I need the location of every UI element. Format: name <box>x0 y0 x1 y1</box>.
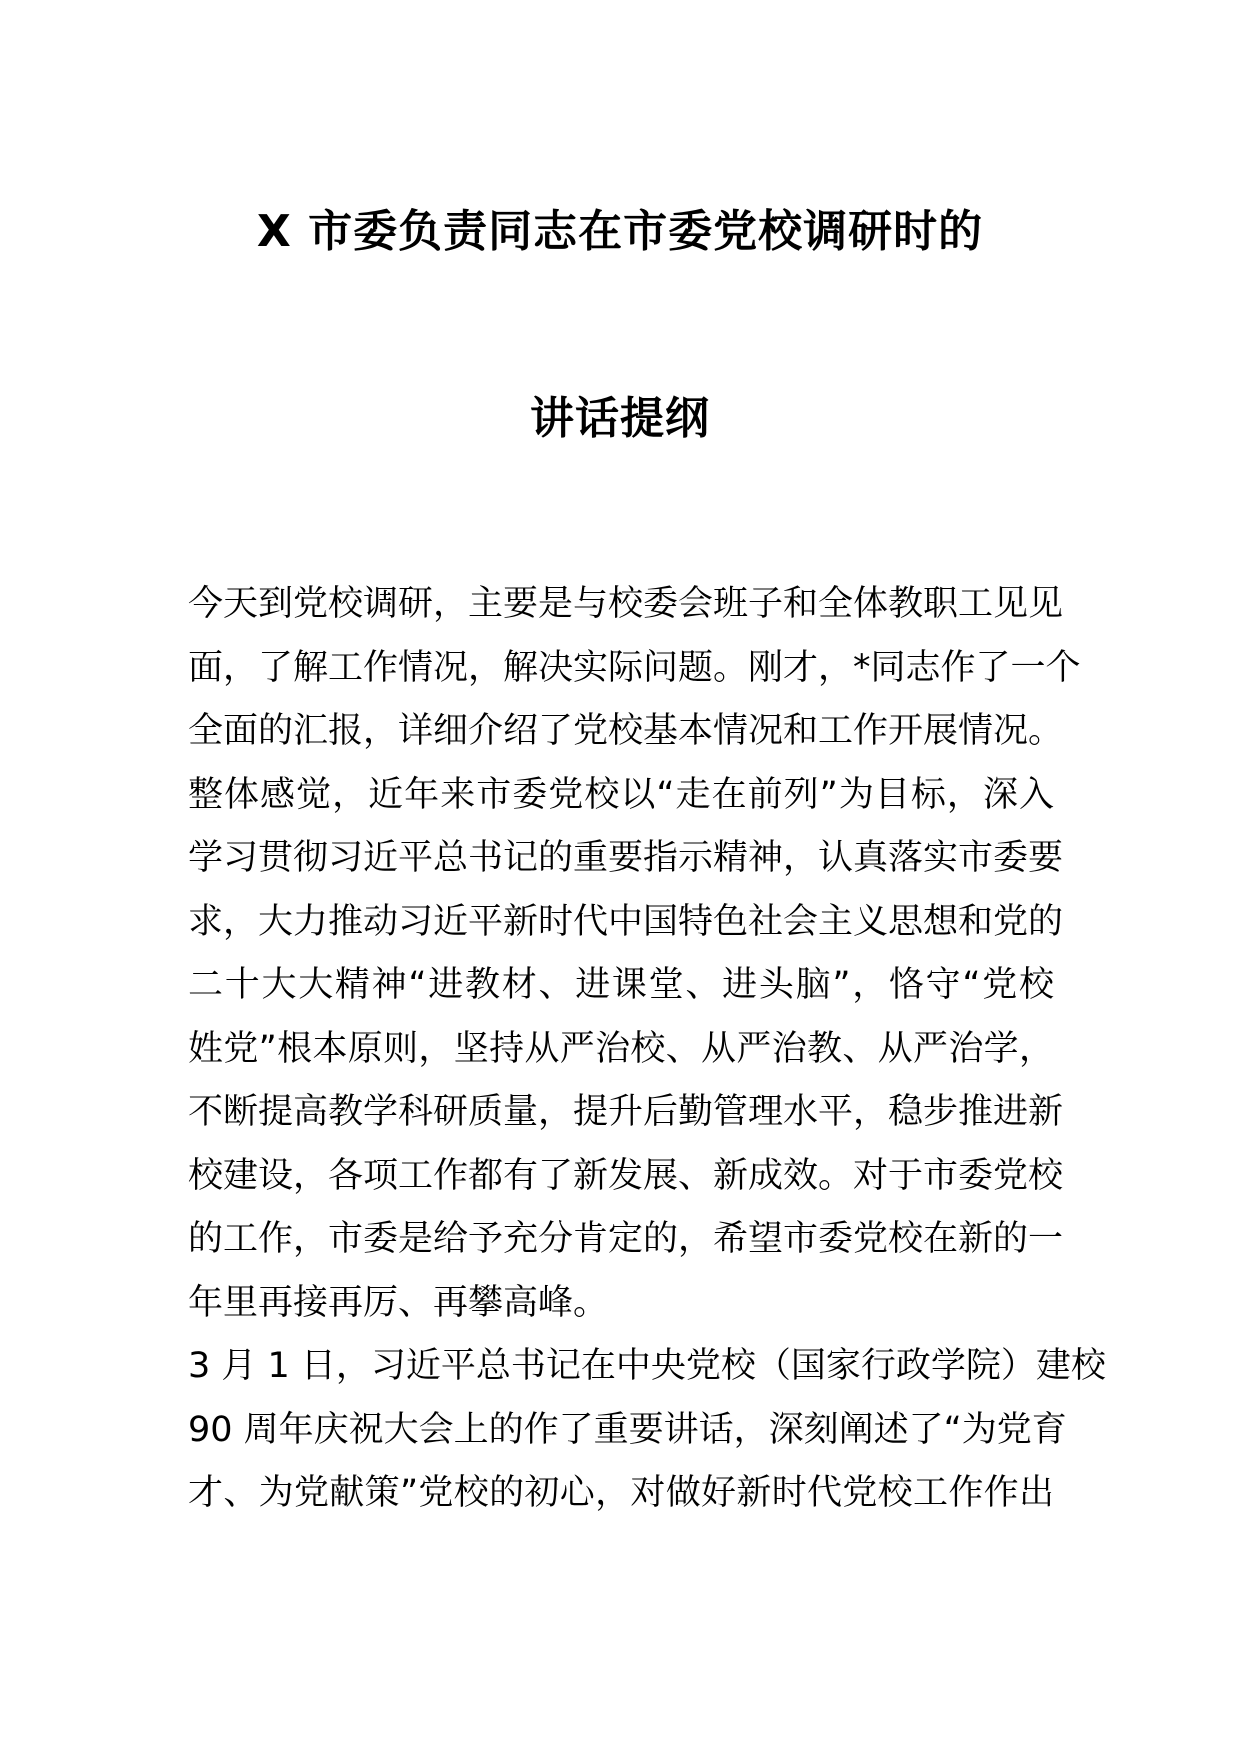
text-line: 整体感觉，近年来市委党校以“走在前列”为目标，深入 <box>188 774 1054 815</box>
text-line: 姓党”根本原则，坚持从严治校、从严治教、从严治学， <box>188 1028 1054 1069</box>
text-line: 校建设，各项工作都有了新发展、新成效。对于市委党校 <box>188 1155 1064 1196</box>
paragraph-1 <box>188 573 1081 1335</box>
text-line: 求，大力推动习近平新时代中国特色社会主义思想和党的 <box>188 901 1064 942</box>
document-title-line-2: 讲话提纲 <box>530 393 710 444</box>
text-line: 二十大大精神“进教材、进课堂、进头脑”，恪守“党校 <box>188 965 1054 1005</box>
text-line: 不断提高教学科研质量，提升后勤管理水平，稳步推进新 <box>188 1092 1064 1132</box>
text-line: 才、为党献策”党校的初心，对做好新时代党校工作作出 <box>188 1473 1054 1513</box>
text-line: 年里再接再厉、再攀高峰。 <box>188 1282 609 1323</box>
paragraph-2 <box>188 1335 1106 1526</box>
text-line: 面，了解工作情况，解决实际问题。刚才，*同志作了一个 <box>188 647 1081 688</box>
text-line: 今天到党校调研，主要是与校委会班子和全体教职工见见 <box>188 584 1064 624</box>
document-body <box>188 573 1106 1526</box>
document-title-line-1: X 市委负责同志在市委党校调研时的 <box>256 206 984 257</box>
text-line: 3 月 1 日，习近平总书记在中央党校（国家行政学院）建校 <box>188 1346 1106 1386</box>
text-line: 90 周年庆祝大会上的作了重要讲话，深刻阐述了“为党育 <box>188 1409 1067 1450</box>
text-line: 的工作，市委是给予充分肯定的，希望市委党校在新的一 <box>188 1219 1064 1259</box>
text-line: 全面的汇报，详细介绍了党校基本情况和工作开展情况。 <box>188 711 1064 751</box>
text-line: 学习贯彻习近平总书记的重要指示精神，认真落实市委要 <box>188 838 1064 878</box>
